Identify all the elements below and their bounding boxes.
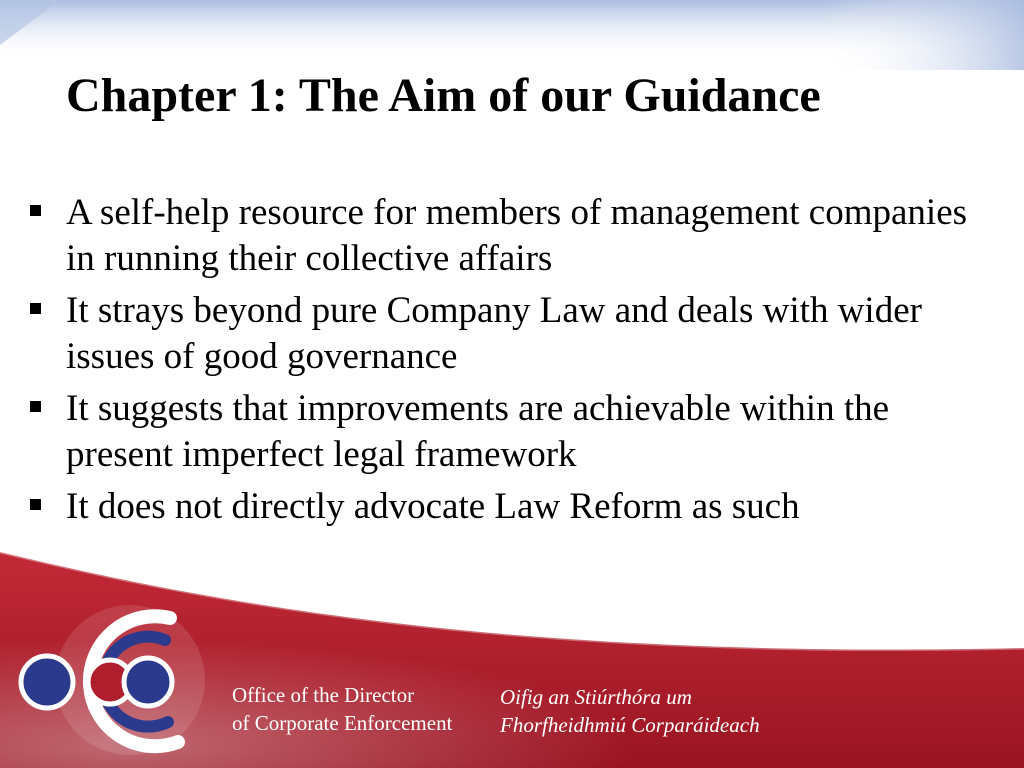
square-bullet-icon <box>30 205 41 216</box>
bullet-list <box>30 190 990 536</box>
bullet-text: It strays beyond pure Company Law and deals with wider issues of good governance <box>66 290 922 377</box>
list-item <box>30 190 990 282</box>
square-bullet-icon <box>30 401 41 412</box>
org-name-english-line2: of Corporate Enforcement <box>232 711 453 735</box>
slide-title: Chapter 1: The Aim of our Guidance <box>66 69 821 122</box>
list-item <box>30 484 990 530</box>
bullet-text: It does not directly advocate Law Reform as such <box>66 486 800 527</box>
square-bullet-icon <box>30 303 41 314</box>
bullet-text: It suggests that improvements are achievable within the present imperfect legal framework <box>66 388 890 475</box>
org-name-irish-line1: Oifig an Stiúrthóra um <box>500 685 692 709</box>
org-name-english-line1: Office of the Director <box>232 683 415 707</box>
org-name-irish-line2: Fhorfheidhmiú Corparáideach <box>500 713 760 737</box>
square-bullet-icon <box>30 499 41 510</box>
list-item <box>30 386 990 478</box>
list-item <box>30 288 990 380</box>
bullet-text: A self-help resource for members of management companies in running their collective affairs <box>66 192 968 279</box>
